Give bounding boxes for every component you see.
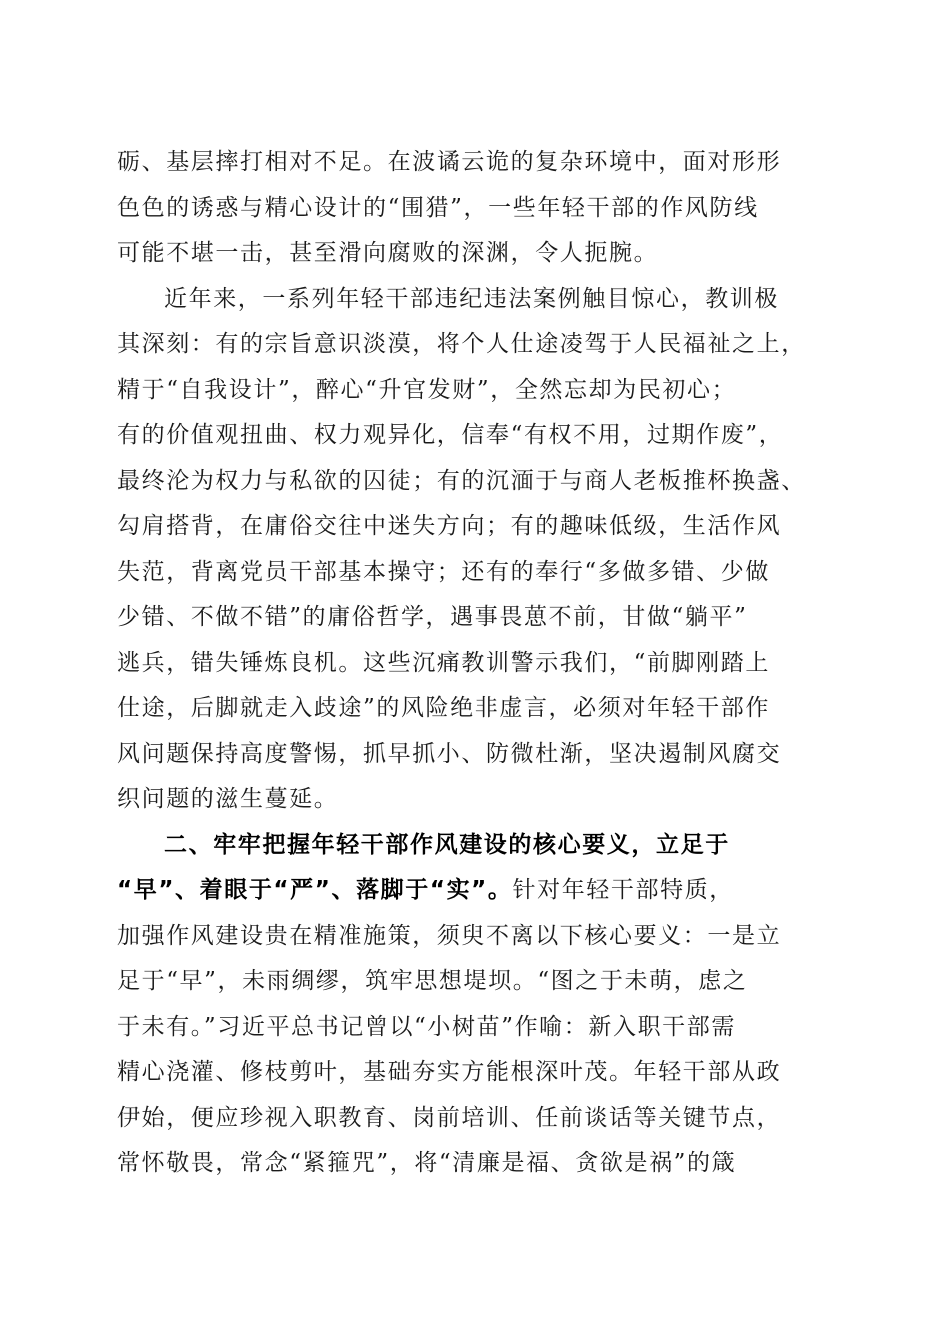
text-line: 精于“自我设计”，醉心“升官发财”，全然忘却为民初心； (117, 376, 737, 403)
text-line: 色色的诱惑与精心设计的“围猎”，一些年轻干部的作风防线 (117, 194, 759, 221)
text-line: 织问题的滋生蔓延。 (117, 786, 339, 812)
text-line: 少错、不做不错”的庸俗哲学，遇事畏葸不前，甘做“躺平” (117, 604, 748, 630)
text-line: 仕途，后脚就走入歧途”的风险绝非虚言，必须对年轻干部作 (117, 695, 770, 721)
paragraph (117, 277, 835, 823)
text-line: 风问题保持高度警惕，抓早抓小、防微杜渐，坚决遏制风腐交 (117, 740, 782, 767)
section-heading: “早”、着眼于“严”、落脚于“实”。 (117, 877, 513, 903)
text-line: 近年来，一系列年轻干部违纪违法案例触目惊心，教训极 (164, 285, 779, 312)
text-line: 精心浇灌、修枝剪叶，基础夯实方能根深叶茂。年轻干部从政 (117, 1059, 782, 1085)
text-line: 可能不堪一击，甚至滑向腐败的深渊，令人扼腕。 (117, 240, 659, 266)
text-line (117, 868, 835, 914)
text-line: 足于“早”，未雨绸缪，筑牢思想堤坝。“图之于未萌，虑之 (117, 968, 748, 994)
section-heading: 二、牢牢把握年轻干部作风建设的核心要义，立足于 (164, 831, 730, 858)
text-line: 伊始，便应珍视入职教育、岗前培训、任前谈话等关键节点， (117, 1104, 782, 1131)
text-line: 逃兵，错失锤炼良机。这些沉痛教训警示我们，“前脚刚踏上 (117, 649, 770, 676)
paragraph (117, 823, 835, 1187)
text-line: 失范，背离党员干部基本操守；还有的奉行“多做多错、少做 (117, 558, 770, 585)
text-span: 针对年轻干部特质， (512, 877, 734, 903)
text-line: 其深刻：有的宗旨意识淡漠，将个人仕途凌驾于人民福祉之上， (117, 331, 806, 357)
text-line: 常怀敬畏，常念“紧箍咒”，将“清廉是福、贪欲是祸”的箴 (117, 1150, 737, 1176)
paragraph (117, 140, 835, 277)
text-line: 有的价值观扭曲、权力观异化，信奉“有权不用，过期作废”， (117, 422, 784, 448)
text-line: 加强作风建设贵在精准施策，须臾不离以下核心要义：一是立 (117, 922, 782, 949)
text-line: 最终沦为权力与私欲的囚徒；有的沉湎于与商人老板推杯换盏、 (117, 467, 806, 494)
document-body (117, 140, 835, 1187)
text-line: 于未有。”习近平总书记曾以“小树苗”作喻：新入职干部需 (117, 1013, 736, 1040)
text-line: 勾肩搭背，在庸俗交往中迷失方向；有的趣味低级，生活作风 (117, 513, 782, 539)
text-line: 砺、基层摔打相对不足。在波谲云诡的复杂环境中，面对形形 (117, 149, 782, 175)
